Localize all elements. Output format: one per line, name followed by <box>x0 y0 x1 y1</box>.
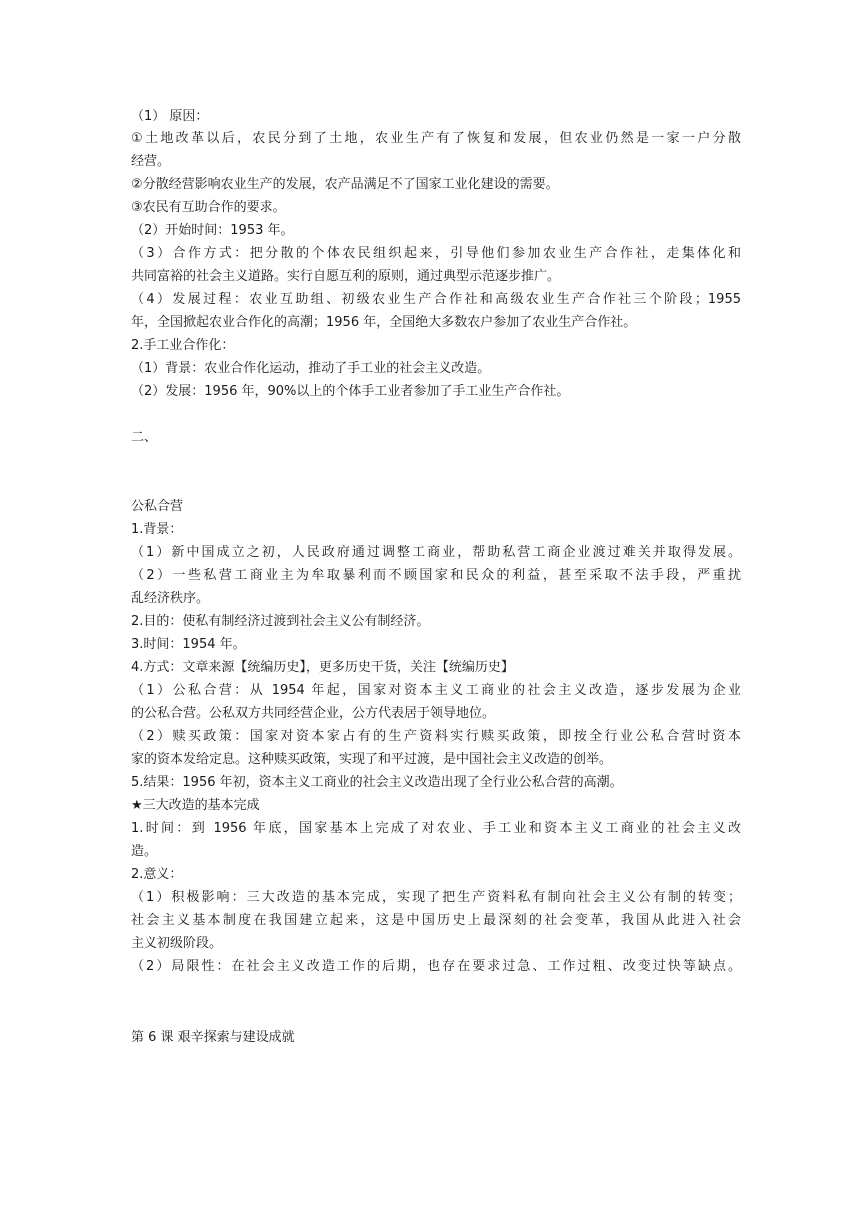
text-line: （2）发展：1956 年，90%以上的个体手工业者参加了手工业生产合作社。 <box>131 384 570 399</box>
text-line: 1.时间：到 1956 年底，国家基本上完成了对农业、手工业和资本主义工商业的社会主义改 <box>131 821 741 836</box>
section-heading-three-transformations: ★三大改造的基本完成 <box>131 798 260 813</box>
text-line: （2）局限性：在社会主义改造工作的后期，也存在要求过急、工作过粗、改变过快等缺点。 <box>131 959 741 974</box>
section-heading-joint-venture: 公私合营 <box>131 499 184 514</box>
text-line: 乱经济秩序。 <box>131 591 210 606</box>
text-line: 家的资本发给定息。这种赎买政策，实现了和平过渡，是中国社会主义改造的创举。 <box>131 752 613 767</box>
text-line: ①土地改革以后，农民分到了土地，农业生产有了恢复和发展，但农业仍然是一家一户分散 <box>131 131 741 146</box>
section-heading-handicraft: 2.手工业合作化： <box>131 338 235 353</box>
text-line: （2）赎买政策：国家对资本家占有的生产资料实行赎买政策，即按全行业公私合营时资本 <box>131 729 741 744</box>
text-line: 5.结果：1956 年初，资本主义工商业的社会主义改造出现了全行业公私合营的高潮。 <box>131 775 623 790</box>
text-line: （4）发展过程：农业互助组、初级农业生产合作社和高级农业生产合作社三个阶段；1955 <box>131 292 741 307</box>
text-line: 社会主义基本制度在我国建立起来，这是中国历史上最深刻的社会变革，我国从此进入社会 <box>131 913 741 928</box>
text-line: 主义初级阶段。 <box>131 936 223 951</box>
text-line: 1.背景： <box>131 522 183 537</box>
text-line: 造。 <box>131 844 158 859</box>
text-line: （2）开始时间：1953 年。 <box>131 223 294 238</box>
text-line-cause-heading: （1） 原因： <box>131 109 209 124</box>
text-line: 共同富裕的社会主义道路。实行自愿互利的原则，通过典型示范逐步推广。 <box>131 269 561 284</box>
text-line: （1）背景：农业合作化运动，推动了手工业的社会主义改造。 <box>131 361 491 376</box>
text-line: （1）公私合营：从 1954 年起，国家对资本主义工商业的社会主义改造，逐步发展为企业 <box>131 683 741 698</box>
text-line: 2.目的：使私有制经济过渡到社会主义公有制经济。 <box>131 614 430 629</box>
text-line: （1）积极影响：三大改造的基本完成，实现了把生产资料私有制向社会主义公有制的转变； <box>131 890 741 905</box>
text-line: （2）一些私营工商业主为牟取暴利而不顾国家和民众的利益，甚至采取不法手段，严重扰 <box>131 568 741 583</box>
text-line: 2.意义： <box>131 867 183 882</box>
text-line: 经营。 <box>131 154 171 169</box>
text-line: ③农民有互助合作的要求。 <box>131 200 286 215</box>
lesson-title: 第 6 课 艰辛探索与建设成就 <box>131 1030 295 1045</box>
section-number: 二、 <box>131 430 158 445</box>
text-line: 的公私合营。公私双方共同经营企业，公方代表居于领导地位。 <box>131 706 496 721</box>
text-line: 年，全国掀起农业合作化的高潮；1956 年，全国绝大多数农户参加了农业生产合作社。 <box>131 315 637 330</box>
text-line: 4.方式：文章来源【统编历史】，更多历史干货，关注【统编历史】 <box>131 660 514 675</box>
text-line: （1）新中国成立之初，人民政府通过调整工商业，帮助私营工商企业渡过难关并取得发展。 <box>131 545 741 560</box>
text-line: ②分散经营影响农业生产的发展，农产品满足不了国家工业化建设的需要。 <box>131 177 559 192</box>
text-line: 3.时间：1954 年。 <box>131 637 246 652</box>
text-line: （3）合作方式：把分散的个体农民组织起来，引导他们参加农业生产合作社，走集体化和 <box>131 246 741 261</box>
